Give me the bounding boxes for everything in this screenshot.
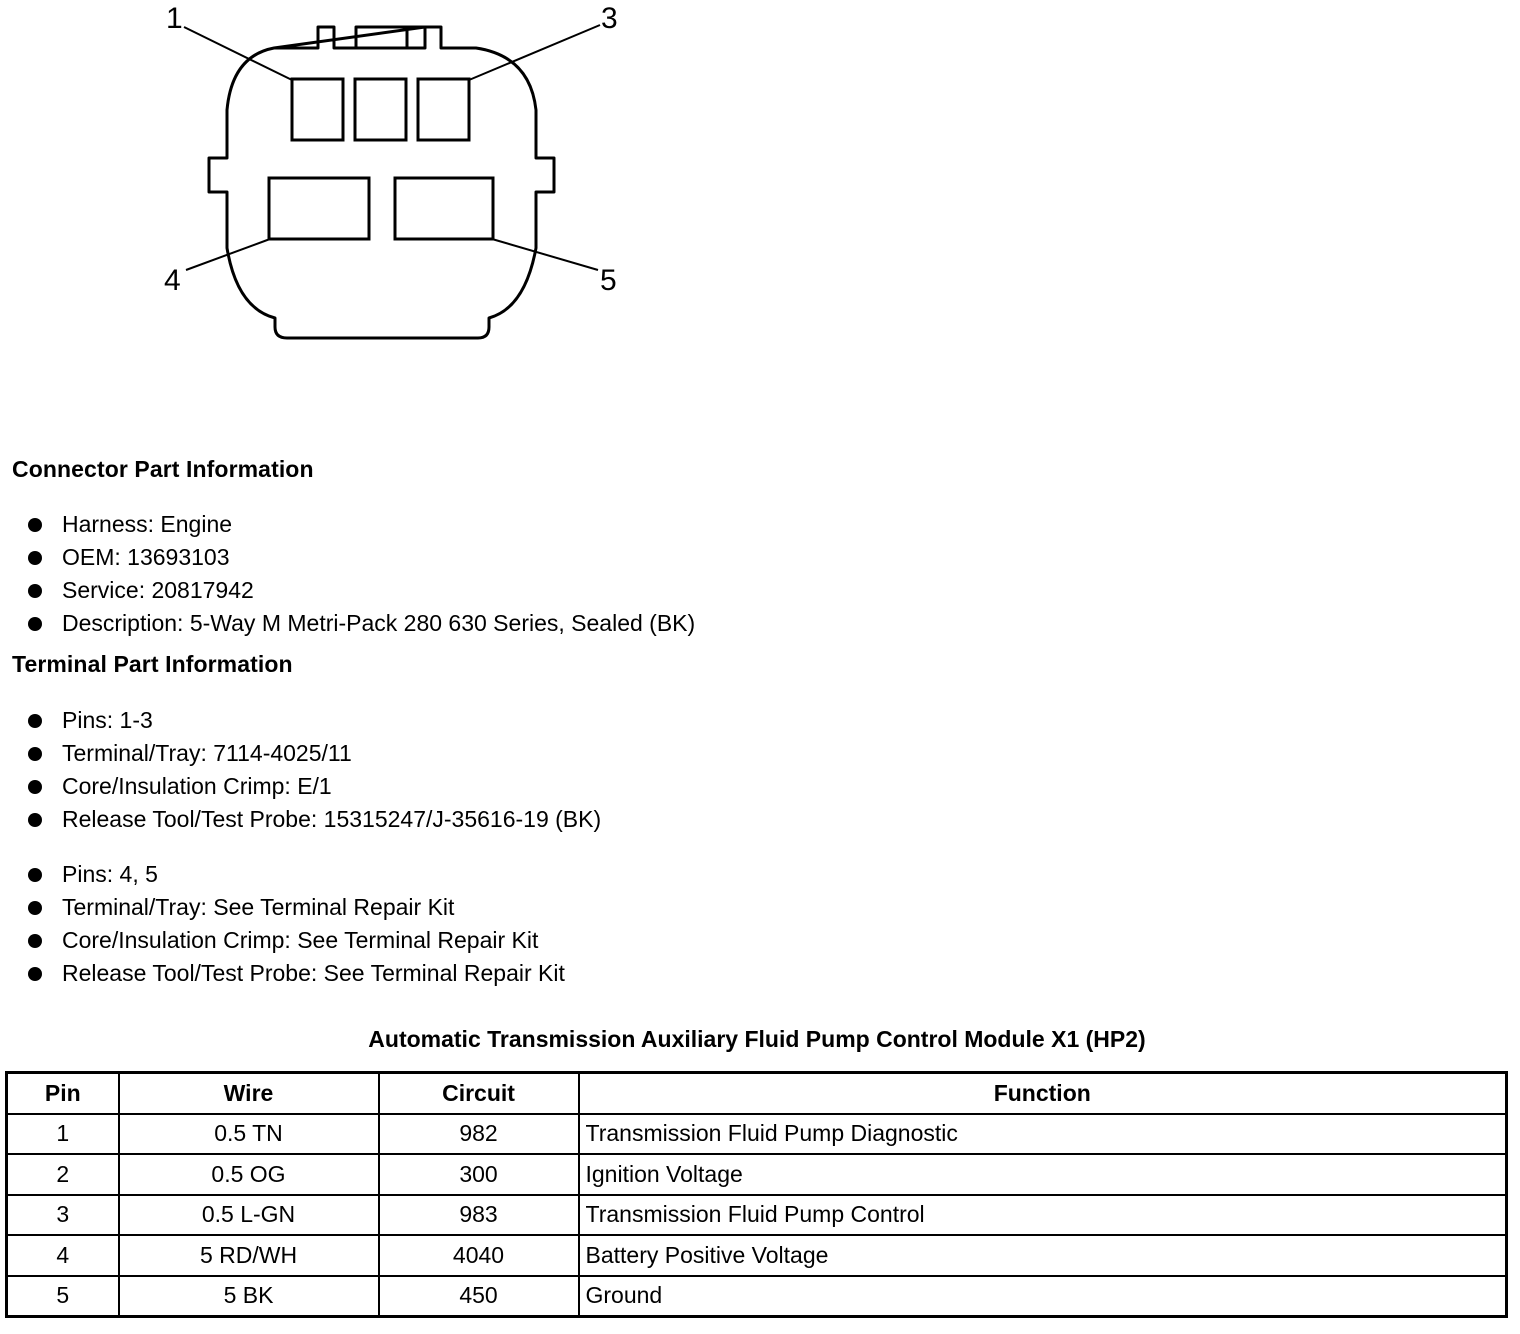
bullet-icon bbox=[28, 747, 42, 761]
cell-wire: 0.5 OG bbox=[119, 1154, 379, 1195]
terminal-part-info-heading: Terminal Part Information bbox=[12, 651, 293, 677]
cell-pin: 2 bbox=[7, 1154, 119, 1195]
list-item bbox=[28, 541, 695, 574]
pinout-table bbox=[5, 1071, 1508, 1318]
list-item-text: Terminal/Tray: See Terminal Repair Kit bbox=[62, 894, 455, 920]
pin-cavity-4 bbox=[269, 178, 369, 239]
terminal-part-info-list-pins-4-5 bbox=[28, 858, 565, 990]
bullet-icon bbox=[28, 714, 42, 728]
list-item bbox=[28, 803, 601, 836]
bullet-icon bbox=[28, 901, 42, 915]
list-item bbox=[28, 704, 601, 737]
table-header-row bbox=[7, 1073, 1507, 1114]
cell-circuit: 450 bbox=[379, 1276, 579, 1317]
pin-callout-4: 4 bbox=[164, 264, 181, 297]
bullet-icon bbox=[28, 551, 42, 565]
bullet-icon bbox=[28, 584, 42, 598]
bullet-icon bbox=[28, 518, 42, 532]
list-item-text: Service: 20817942 bbox=[62, 577, 254, 603]
pinout-table-title: Automatic Transmission Auxiliary Fluid Pump Control Module X1 (HP2) bbox=[368, 1026, 1146, 1052]
bullet-icon bbox=[28, 967, 42, 981]
cell-circuit: 983 bbox=[379, 1195, 579, 1236]
cell-function: Ignition Voltage bbox=[579, 1154, 1507, 1195]
list-item-text: Harness: Engine bbox=[62, 511, 233, 537]
cell-function: Ground bbox=[579, 1276, 1507, 1317]
list-item-text: Terminal/Tray: 7114-4025/11 bbox=[62, 740, 352, 766]
connector-part-info-list bbox=[28, 508, 695, 640]
column-header-pin: Pin bbox=[7, 1073, 119, 1114]
cell-pin: 1 bbox=[7, 1114, 119, 1155]
list-item bbox=[28, 508, 695, 541]
connector-housing-outline bbox=[209, 27, 554, 338]
pin-callout-1: 1 bbox=[166, 2, 183, 35]
pin-callout-5: 5 bbox=[600, 264, 617, 297]
list-item-text: OEM: 13693103 bbox=[62, 544, 230, 570]
list-item-text: Core/Insulation Crimp: E/1 bbox=[62, 773, 332, 799]
list-item-text: Description: 5-Way M Metri-Pack 280 630 Series, Sealed (BK) bbox=[62, 610, 696, 636]
terminal-part-info-list-pins-1-3 bbox=[28, 704, 601, 836]
list-item bbox=[28, 858, 565, 891]
pin-cavity-3 bbox=[418, 79, 469, 140]
table-row bbox=[7, 1114, 1507, 1155]
cell-circuit: 300 bbox=[379, 1154, 579, 1195]
cell-pin: 3 bbox=[7, 1195, 119, 1236]
cell-wire: 0.5 L-GN bbox=[119, 1195, 379, 1236]
column-header-circuit: Circuit bbox=[379, 1073, 579, 1114]
list-item bbox=[28, 737, 601, 770]
bullet-icon bbox=[28, 780, 42, 794]
bullet-icon bbox=[28, 617, 42, 631]
connector-face-diagram bbox=[0, 0, 700, 360]
list-item bbox=[28, 924, 565, 957]
list-item-text: Release Tool/Test Probe: See Terminal Repair Kit bbox=[62, 960, 565, 986]
bullet-icon bbox=[28, 813, 42, 827]
table-row bbox=[7, 1154, 1507, 1195]
cell-wire: 5 BK bbox=[119, 1276, 379, 1317]
list-item-text: Release Tool/Test Probe: 15315247/J-35616-19 (BK) bbox=[62, 806, 602, 832]
pin-cavity-2 bbox=[355, 79, 406, 140]
list-item bbox=[28, 574, 695, 607]
list-item bbox=[28, 891, 565, 924]
list-item bbox=[28, 957, 565, 990]
list-item bbox=[28, 770, 601, 803]
pin-cavity-1 bbox=[292, 79, 343, 140]
cell-wire: 0.5 TN bbox=[119, 1114, 379, 1155]
column-header-wire: Wire bbox=[119, 1073, 379, 1114]
cell-circuit: 982 bbox=[379, 1114, 579, 1155]
cell-function: Transmission Fluid Pump Control bbox=[579, 1195, 1507, 1236]
bullet-icon bbox=[28, 868, 42, 882]
leader-line-5 bbox=[492, 239, 598, 270]
bullet-icon bbox=[28, 934, 42, 948]
connector-part-info-heading: Connector Part Information bbox=[12, 456, 314, 482]
cell-pin: 5 bbox=[7, 1276, 119, 1317]
cell-function: Battery Positive Voltage bbox=[579, 1235, 1507, 1276]
table-row bbox=[7, 1235, 1507, 1276]
cell-circuit: 4040 bbox=[379, 1235, 579, 1276]
list-item-text: Pins: 4, 5 bbox=[62, 861, 158, 887]
column-header-function: Function bbox=[579, 1073, 1507, 1114]
cell-function: Transmission Fluid Pump Diagnostic bbox=[579, 1114, 1507, 1155]
table-row bbox=[7, 1276, 1507, 1317]
pin-callout-3: 3 bbox=[601, 2, 618, 35]
list-item-text: Core/Insulation Crimp: See Terminal Repair Kit bbox=[62, 927, 539, 953]
pin-cavity-5 bbox=[395, 178, 493, 239]
table-row bbox=[7, 1195, 1507, 1236]
leader-line-3 bbox=[469, 25, 600, 80]
list-item-text: Pins: 1-3 bbox=[62, 707, 153, 733]
cell-wire: 5 RD/WH bbox=[119, 1235, 379, 1276]
list-item bbox=[28, 607, 695, 640]
cell-pin: 4 bbox=[7, 1235, 119, 1276]
